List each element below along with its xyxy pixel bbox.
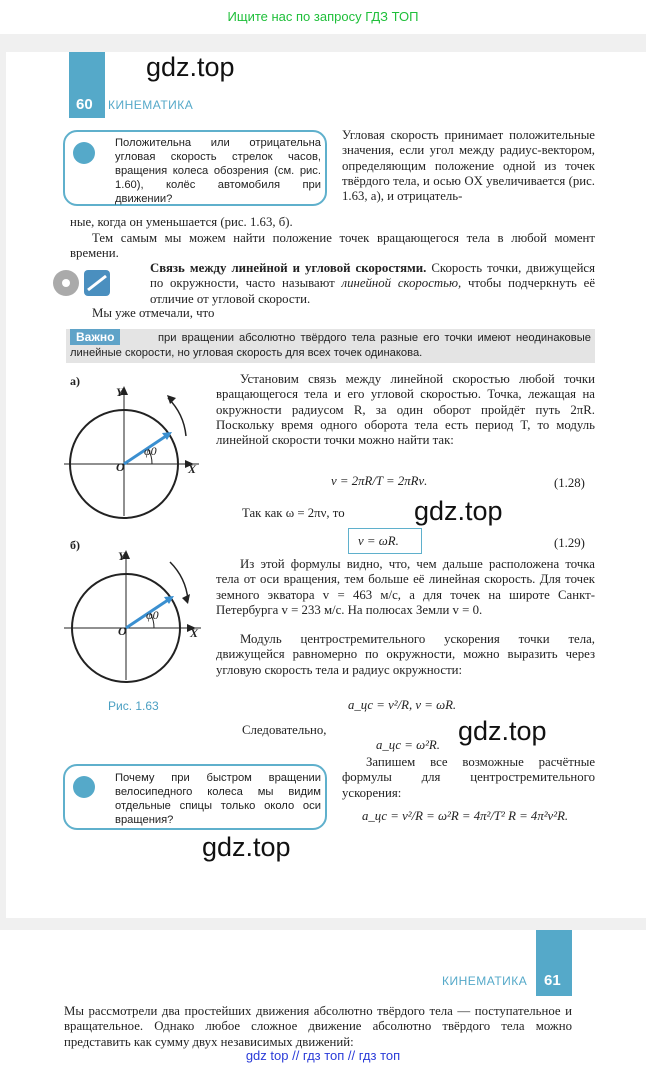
equation-1-29: v = ωR. bbox=[358, 534, 399, 548]
watermark: gdz.top bbox=[202, 832, 291, 862]
callout-text-1: Положительна или отрицательна угловая скорость стрелок часов, вращения колеса обозрения (см. рис. 1.60), колёс автомобиля при движении? bbox=[115, 137, 321, 205]
important-label: Важно bbox=[70, 329, 120, 345]
top-banner[interactable] bbox=[0, 0, 646, 34]
paragraph-position: Тем самым мы можем найти положение точек вращающегося тела в любой момент времени. bbox=[70, 231, 595, 261]
figure-b-y-label: Y bbox=[118, 549, 126, 563]
figure-b-label: б) bbox=[70, 538, 80, 552]
callout-text-2: Почему при быстром вращении велосипедного колеса мы видим отдельные спицы только около оси вращения? bbox=[115, 772, 321, 826]
equation-1-28-number: (1.28) bbox=[554, 476, 585, 490]
section-term: линейной скоростью, bbox=[341, 276, 462, 291]
paragraph-linear-speed: Установим связь между линейной скоростью любой точки вращающегося тела и его угловой скоростью. Точка, лежащая на окружности радиусом R, за один оборот пройдёт путь 2πR. Поскольку время одного оборота тела есть период T, то модуль линейной скорости точки можно найти так: bbox=[216, 372, 595, 448]
page-number: 61 bbox=[544, 972, 561, 989]
paragraph-angular-speed: Угловая скорость принимает положительные значения, если угол между радиус-вектором, определяющим положение одной из точек твёрдого тела, и осью OX увеличивается (рис. 1.63, а), и отрицатель- bbox=[342, 128, 595, 204]
running-head: КИНЕМАТИКА bbox=[108, 98, 194, 112]
running-head: КИНЕМАТИКА bbox=[442, 974, 528, 988]
section-body-2: чтобы подчеркнуть её отличие от угловой скорости. bbox=[150, 276, 595, 306]
figure-a-label: а) bbox=[70, 374, 80, 388]
media-icons bbox=[52, 268, 110, 303]
figure-a-diagram bbox=[64, 382, 214, 522]
section-body-1: Скорость точки, движущейся по окружности, часто называют bbox=[150, 261, 595, 291]
paragraph-noted: Мы уже отмечали, что bbox=[92, 306, 215, 320]
equation-acc-2: a_цс = ω²R. bbox=[376, 738, 440, 752]
equation-1-29-number: (1.29) bbox=[554, 536, 585, 550]
watermark: gdz.top bbox=[458, 716, 547, 746]
paragraph-therefore: Следовательно, bbox=[242, 723, 327, 737]
disc-icon bbox=[52, 268, 110, 298]
watermark: gdz.top bbox=[146, 52, 235, 82]
question-callout-1 bbox=[63, 130, 327, 206]
question-icon bbox=[73, 776, 95, 798]
figure-a-y-label: Y bbox=[116, 385, 124, 399]
figure-b-phi-label: φ0 bbox=[146, 608, 159, 622]
footer-links[interactable]: gdz top // гдз топ // гдз топ bbox=[245, 1048, 401, 1063]
figure-caption: Рис. 1.63 bbox=[108, 699, 159, 713]
page-number: 60 bbox=[76, 96, 93, 113]
paragraph-write-formulas: Запишем все возможные расчётные формулы для центростремительного ускорения: bbox=[342, 755, 595, 800]
top-banner-text[interactable]: Ищите нас по запросу ГДЗ ТОП bbox=[227, 9, 419, 24]
paragraph-formula-shows: Из этой формулы видно, что, чем дальше расположена точка тела от оси вращения, тем больше её линейная скорость. Для точек земного экватора v = 463 м/с, а для точек на широте Санкт-Петербурга v = 233 м/с. На полюсах Земли v = 0. bbox=[216, 557, 595, 617]
paragraph-continuation: ные, когда он уменьшается (рис. 1.63, б). bbox=[70, 215, 293, 229]
important-text: при вращении абсолютно твёрдого тела разные его точки имеют неодинаковые линейные скорости, но угловая скорость для всех точек одинакова. bbox=[70, 332, 591, 359]
section-title: Связь между линейной и угловой скоростями. bbox=[150, 261, 427, 275]
figure-a-phi-label: φ0 bbox=[144, 444, 157, 458]
equation-acc-3: a_цс = v²/R = ω²R = 4π²/T² R = 4π²ν²R. bbox=[362, 809, 569, 823]
paragraph-since: Так как ω = 2πν, то bbox=[242, 506, 345, 520]
figure-b-o-label: O bbox=[118, 624, 127, 638]
equation-1-28: v = 2πR/T = 2πRν. bbox=[331, 474, 428, 488]
page-60 bbox=[6, 52, 646, 918]
figure-a-x-label: X bbox=[188, 462, 197, 476]
section-paragraph bbox=[150, 261, 595, 307]
paragraph-centripetal: Модуль центростремительного ускорения точки тела, движущейся равномерно по окружности, можно выразить через угловую скорость тела и радиус окружности: bbox=[216, 632, 595, 677]
paragraph-page-61: Мы рассмотрели два простейших движения абсолютно твёрдого тела — поступательное и вращательное. Однако любое сложное движение абсолютно твёрдого тела можно представить как сумму двух независимых движений: bbox=[64, 1004, 572, 1049]
watermark: gdz.top bbox=[414, 496, 503, 526]
figure-b-diagram bbox=[64, 546, 214, 686]
figure-b-x-label: X bbox=[190, 626, 199, 640]
figure-a-o-label: O bbox=[116, 460, 125, 474]
equation-acc-1: a_цс = v²/R, v = ωR. bbox=[348, 698, 457, 712]
question-callout-2 bbox=[63, 764, 327, 830]
question-icon bbox=[73, 142, 95, 164]
